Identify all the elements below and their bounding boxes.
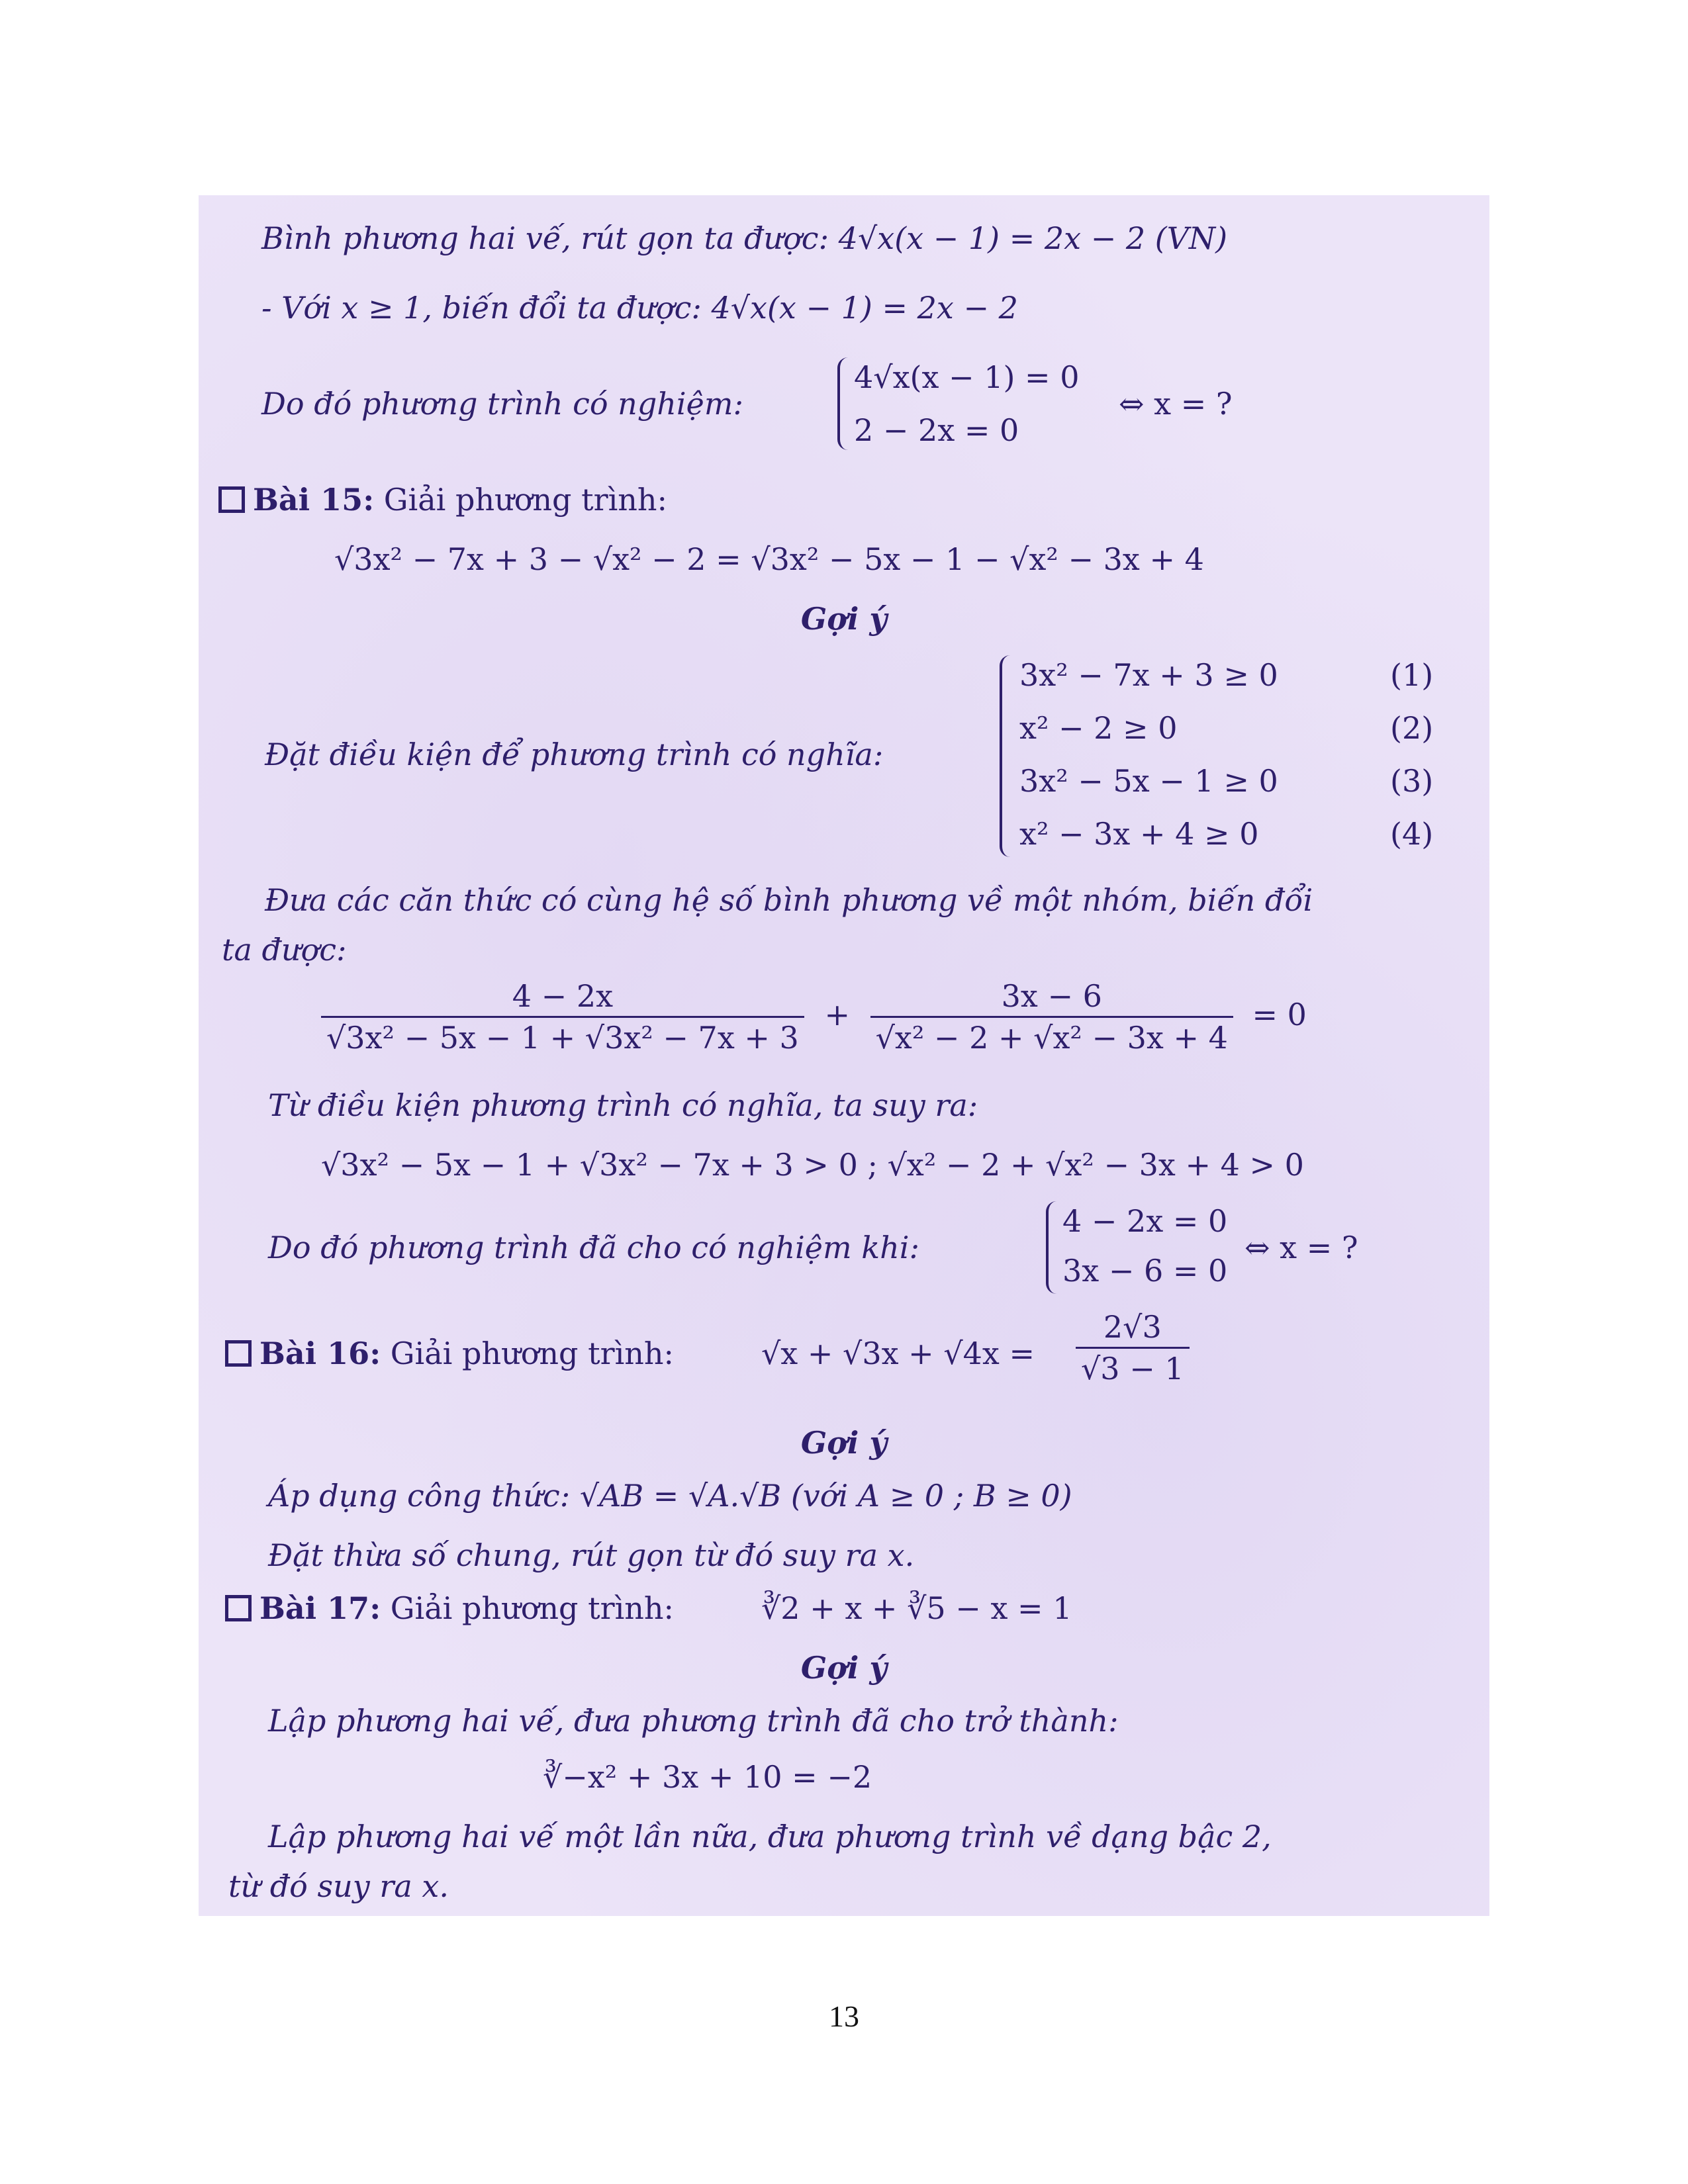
deduce-text: Từ điều kiện phương trình có nghĩa, ta suy ra: [268,1087,978,1123]
cond-brace [1000,655,1015,857]
cond-3: 3x² − 5x − 1 ≥ 0 [1019,763,1278,799]
cond-num-3: (3) [1390,763,1434,799]
line-voi-x: - Với x ≥ 1, biến đổi ta được: 4√x(x − 1) = 2x − 2 [261,290,1018,326]
cond-4: x² − 3x + 4 ≥ 0 [1019,816,1259,852]
bai16-apply: Áp dụng công thức: √AB = √A.√B (với A ≥ 0 ; B ≥ 0) [268,1478,1072,1514]
page-number: 13 [829,1999,859,2033]
checkbox-square-icon [218,486,245,513]
bai17-cube2-2: từ đó suy ra x. [228,1868,449,1904]
fraction-2: $\frac{3x - 6}{\text{√x² − 2 + √x² − 3x + 4}}$ [870,976,1233,1058]
sol-brace [1046,1201,1060,1294]
bai17-cube1: Lập phương hai vế, đưa phương trình đã cho trở thành: [268,1703,1119,1739]
cond-num-1: (1) [1390,657,1434,693]
bai16-hint: Gợi ý [800,1425,888,1461]
cond-num-2: (2) [1390,710,1434,746]
group-text-2: ta được: [222,932,347,968]
system-result: ⇔ x = ? [1119,386,1233,422]
ineq-text: √3x² − 5x − 1 + √3x² − 7x + 3 > 0 ; √x² − 2 + √x² − 3x + 4 > 0 [321,1147,1304,1183]
bai15-hint: Gợi ý [800,601,888,637]
bai16-factor: Đặt thừa số chung, rút gọn từ đó suy ra x. [268,1537,915,1573]
line-do-do-label: Do đó phương trình có nghiệm: [261,386,743,422]
line-binh-phuong: Bình phương hai vế, rút gọn ta được: 4√x(x − 1) = 2x − 2 (VN) [261,220,1228,256]
cond-num-4: (4) [1390,816,1434,852]
checkbox-square-icon [225,1340,252,1367]
sol-eq-1: 4 − 2x = 0 [1062,1203,1228,1239]
system-eq-2: 2 − 2x = 0 [854,412,1019,448]
bai16-lhs: √x + √3x + √4x = [761,1336,1035,1371]
system-brace [837,357,852,450]
sol-label: Do đó phương trình đã cho có nghiệm khi: [268,1230,919,1265]
bai17-cube2-1: Lập phương hai vế một lần nữa, đưa phương trình về dạng bậc 2, [268,1819,1272,1854]
bai16-title: Bài 16: Giải phương trình: [225,1334,674,1373]
checkbox-square-icon [225,1595,252,1621]
bai16-rhs: $\frac{2√3}{√3 - 1}$ [1076,1307,1190,1388]
bai17-eq2: ∛−x² + 3x + 10 = −2 [543,1759,872,1795]
bai17-equation: ∛2 + x + ∛5 − x = 1 [761,1590,1072,1626]
sol-eq-2: 3x − 6 = 0 [1062,1253,1228,1289]
bai15-title: Bài 15: Giải phương trình: [218,480,667,520]
group-text-1: Đưa các căn thức có cùng hệ số bình phương về một nhóm, biến đổi [265,882,1313,918]
bai17-hint: Gợi ý [800,1650,888,1686]
bai15-cond-label: Đặt điều kiện để phương trình có nghĩa: [265,737,884,772]
bai17-title: Bài 17: Giải phương trình: [225,1588,674,1628]
cond-2: x² − 2 ≥ 0 [1019,710,1178,746]
sol-result: ⇔ x = ? [1244,1230,1358,1265]
fraction-equation: $\frac{4 - 2x}{\text{√3x² − 5x − 1 + √3x² − 7x + 3}}$ + $\frac{3x - 6}{\text{√x² − 2 + √x² − 3x + 4}}$ = 0 [321,976,1307,1058]
system-eq-1: 4√x(x − 1) = 0 [854,359,1080,395]
bai15-equation: √3x² − 7x + 3 − √x² − 2 = √3x² − 5x − 1 − √x² − 3x + 4 [334,541,1204,577]
cond-1: 3x² − 7x + 3 ≥ 0 [1019,657,1278,693]
fraction-1: $\frac{4 - 2x}{\text{√3x² − 5x − 1 + √3x² − 7x + 3}}$ [321,976,804,1058]
